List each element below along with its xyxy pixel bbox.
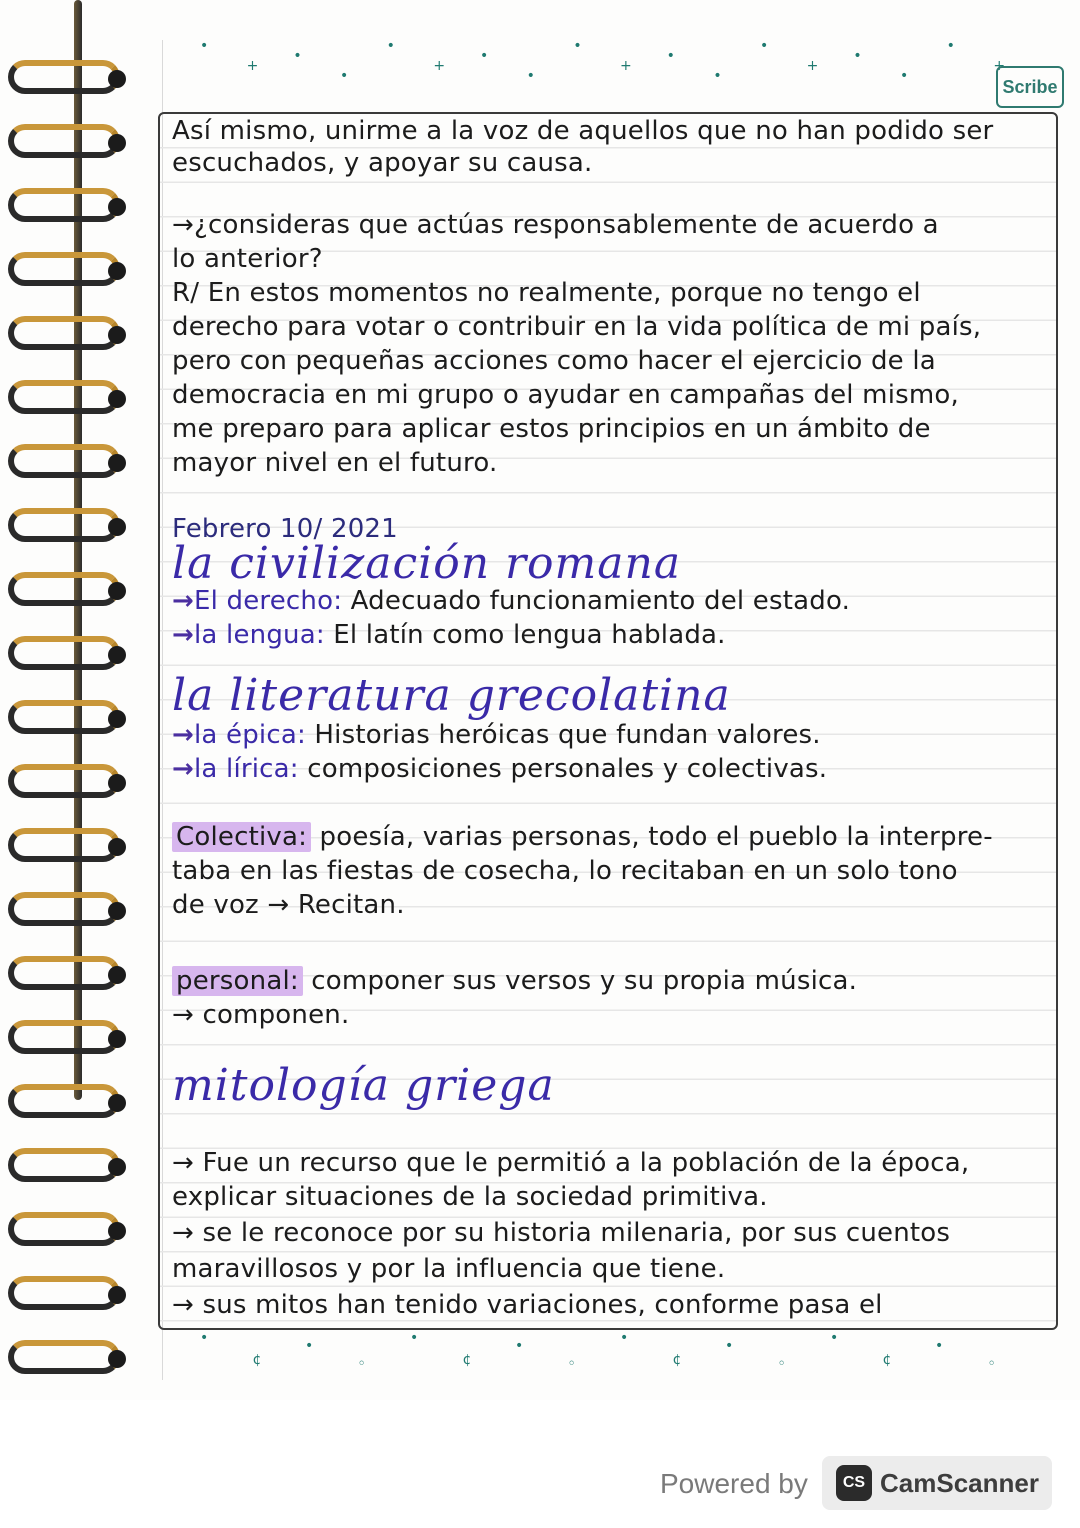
decorative-dot: • xyxy=(620,1330,629,1346)
decorative-dots-bottom xyxy=(180,1330,1060,1380)
intro-line-1: Así mismo, unirme a la voz de aquellos que no han podido ser xyxy=(172,116,994,146)
decorative-dot: ¢ xyxy=(882,1352,892,1368)
decorative-dot: • xyxy=(293,48,302,64)
roman-item-2 xyxy=(172,620,1046,650)
spiral-ring xyxy=(8,956,120,990)
decorative-dot: + xyxy=(806,58,819,74)
colectiva-line-1 xyxy=(172,822,1046,852)
decorative-dot: • xyxy=(526,68,535,84)
powered-by-label: Powered by xyxy=(660,1468,808,1499)
decorative-dot: ¢ xyxy=(672,1352,682,1368)
spiral-ring xyxy=(8,1020,120,1054)
spiral-ring xyxy=(8,764,120,798)
decorative-dot: ¢ xyxy=(462,1352,472,1368)
spiral-ring xyxy=(8,636,120,670)
decorative-dots-top xyxy=(180,38,1060,84)
decorative-dot: + xyxy=(433,58,446,74)
term-label: la lírica: xyxy=(194,754,299,784)
decorative-dot: ◦ xyxy=(987,1356,996,1372)
spiral-ring xyxy=(8,188,120,222)
answer-line-5: me preparo para aplicar estos principios en un ámbito de xyxy=(172,414,931,444)
spiral-ring xyxy=(8,828,120,862)
term-label: la lengua: xyxy=(194,620,325,650)
spiral-ring xyxy=(8,572,120,606)
spiral-ring xyxy=(8,124,120,158)
question-line-1: →¿consideras que actúas responsablemente de acuerdo a xyxy=(172,210,939,240)
lit-item-2 xyxy=(172,754,1046,784)
decorative-dot: • xyxy=(946,38,955,54)
decorative-dot: • xyxy=(515,1338,524,1354)
spiral-binding xyxy=(0,40,130,1380)
spiral-ring xyxy=(8,1276,120,1310)
spiral-ring xyxy=(8,1148,120,1182)
decorative-dot: + xyxy=(620,58,632,74)
scribe-badge: Scribe xyxy=(996,66,1064,108)
decorative-dot: • xyxy=(725,1338,734,1354)
camscanner-watermark xyxy=(660,1456,1060,1512)
answer-line-1: R/ En estos momentos no realmente, porque no tengo el xyxy=(172,278,921,308)
decorative-dot: • xyxy=(573,38,582,54)
camscanner-brand: CamScanner xyxy=(880,1468,1039,1498)
spiral-ring xyxy=(8,252,120,286)
answer-line-4: democracia en mi grupo o ayudar en campañas del mismo, xyxy=(172,380,959,410)
decorative-dot: • xyxy=(666,48,675,64)
decorative-dot: • xyxy=(760,38,769,54)
myth-line-4: maravillosos y por la influencia que tiene. xyxy=(172,1254,726,1284)
decorative-dot: • xyxy=(200,1330,209,1346)
highlighted-term: personal: xyxy=(172,966,303,996)
myth-line-3: → se le reconoce por su historia milenaria, por sus cuentos xyxy=(172,1218,951,1248)
lit-item-1 xyxy=(172,720,1046,750)
question-line-2: lo anterior? xyxy=(172,244,323,274)
spiral-ring xyxy=(8,316,120,350)
term-text: Historias heróicas que fundan valores. xyxy=(305,720,821,750)
spiral-ring xyxy=(8,1212,120,1246)
decorative-dot: • xyxy=(410,1330,419,1346)
spiral-ring xyxy=(8,892,120,926)
colectiva-line-2: taba en las fiestas de cosecha, lo recitaban en un solo tono xyxy=(172,856,958,886)
decorative-dot: • xyxy=(935,1338,944,1354)
arrow-icon: → xyxy=(172,720,194,750)
decorative-dot: ◦ xyxy=(567,1356,576,1372)
answer-line-3: pero con pequeñas acciones como hacer el ejercicio de la xyxy=(172,346,936,376)
myth-line-5: → sus mitos han tenido variaciones, conforme pasa el xyxy=(172,1290,883,1320)
decorative-dot: ◦ xyxy=(777,1356,786,1372)
myth-line-2: explicar situaciones de la sociedad primitiva. xyxy=(172,1182,768,1212)
spiral-ring xyxy=(8,508,120,542)
decorative-dot: • xyxy=(830,1330,839,1346)
decorative-dot: • xyxy=(340,68,349,84)
answer-line-2: derecho para votar o contribuir en la vida política de mi país, xyxy=(172,312,982,342)
decorative-dot: • xyxy=(480,48,489,64)
personal-line-1 xyxy=(172,966,1046,996)
myth-line-1: → Fue un recurso que le permitió a la población de la época, xyxy=(172,1148,970,1178)
spiral-ring xyxy=(8,1340,120,1374)
colectiva-text: poesía, varias personas, todo el pueblo la interpre- xyxy=(311,822,993,852)
date: Febrero 10/ 2021 xyxy=(172,514,398,544)
heading-greek-mythology: mitología griega xyxy=(172,1060,555,1111)
spiral-ring xyxy=(8,1084,120,1118)
highlighted-term: Colectiva: xyxy=(172,822,311,852)
heading-greco-latin-literature: la literatura grecolatina xyxy=(172,670,731,721)
camscanner-logo-icon: CS xyxy=(836,1465,872,1501)
intro-line-2: escuchados, y apoyar su causa. xyxy=(172,148,593,178)
decorative-dot: • xyxy=(853,48,862,64)
heading-roman-civilization: la civilización romana xyxy=(172,538,682,589)
decorative-dot: • xyxy=(305,1338,314,1354)
term-text: Adecuado funcionamiento del estado. xyxy=(342,586,851,616)
term-label: la épica: xyxy=(194,720,306,750)
decorative-dot: ◦ xyxy=(357,1356,366,1372)
decorative-dot: ¢ xyxy=(252,1352,262,1368)
answer-line-6: mayor nivel en el futuro. xyxy=(172,448,498,478)
spiral-ring xyxy=(8,700,120,734)
decorative-dot: + xyxy=(993,58,1006,74)
arrow-icon: → xyxy=(172,586,194,616)
personal-text: componer sus versos y su propia música. xyxy=(302,966,858,996)
decorative-dot: • xyxy=(713,68,722,84)
arrow-icon: → xyxy=(172,754,194,784)
term-text: composiciones personales y colectivas. xyxy=(298,754,828,784)
spiral-ring xyxy=(8,444,120,478)
arrow-icon: → xyxy=(172,620,194,650)
notes-box xyxy=(158,112,1058,1330)
colectiva-line-3: de voz → Recitan. xyxy=(172,890,405,920)
decorative-dot: + xyxy=(246,58,259,74)
spiral-ring xyxy=(8,60,120,94)
decorative-dot: • xyxy=(386,38,395,54)
roman-item-1 xyxy=(172,586,1046,616)
camscanner-badge xyxy=(822,1456,1052,1510)
personal-line-2: → componen. xyxy=(172,1000,350,1030)
decorative-dot: • xyxy=(900,68,909,84)
term-label: El derecho: xyxy=(194,586,343,616)
spiral-ring xyxy=(8,380,120,414)
decorative-dot: • xyxy=(200,38,209,54)
term-text: El latín como lengua hablada. xyxy=(324,620,726,650)
